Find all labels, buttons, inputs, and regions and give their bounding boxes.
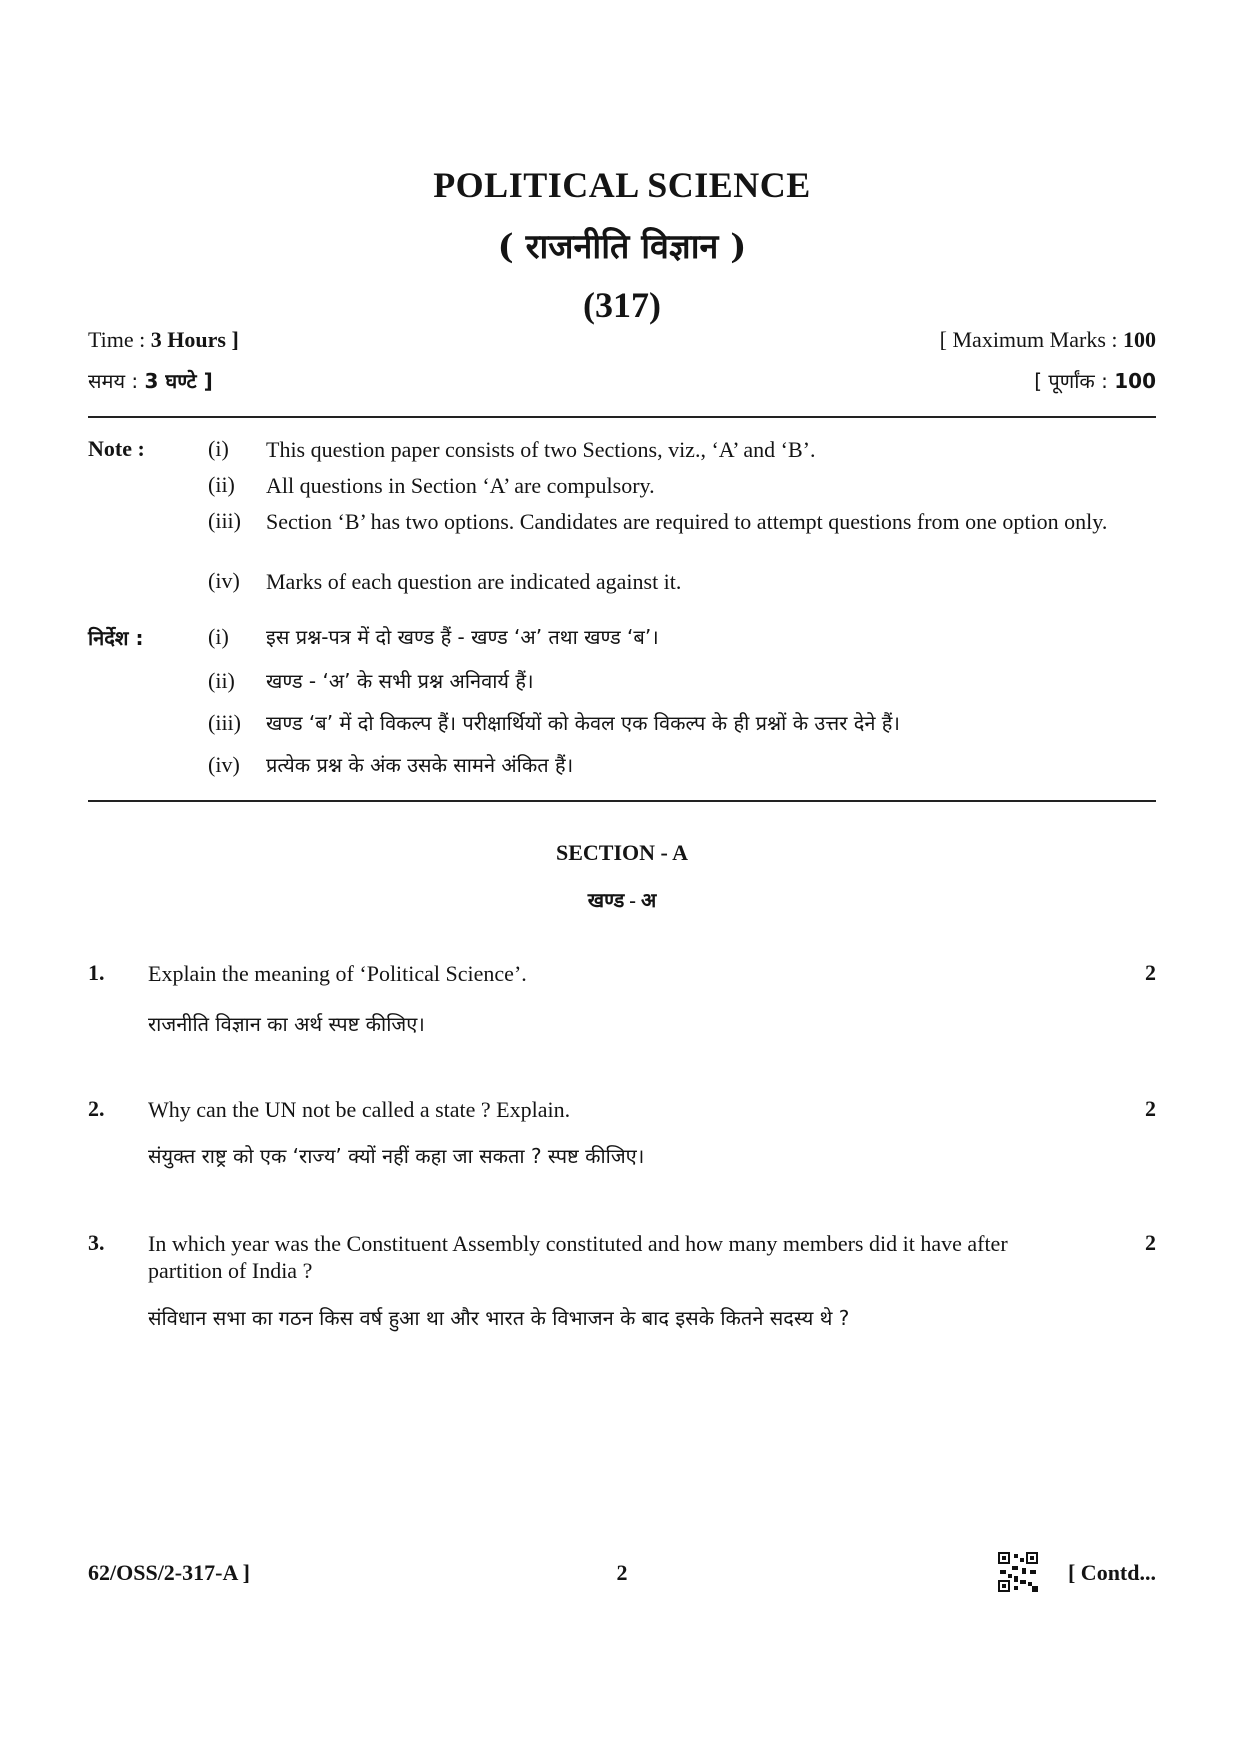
time-label-hindi: समय : — [88, 369, 139, 393]
question-text: In which year was the Constituent Assembly constituted and how many members did it have after partition of India ? — [148, 1231, 1008, 1283]
exam-page — [88, 0, 1156, 1755]
marks-value-hindi: 100 — [1114, 369, 1156, 393]
note-text-hindi: इस प्रश्न-पत्र में दो खण्ड हैं - खण्ड ‘अ’ तथा खण्ड ‘ब’। — [266, 625, 659, 649]
question-text-hindi: संयुक्त राष्ट्र को एक ‘राज्य’ क्यों नहीं कहा जा सकता ? स्पष्ट कीजिए। — [148, 1144, 645, 1168]
question-number: 3. — [88, 1230, 105, 1255]
divider-notes — [88, 800, 1156, 802]
note-text: All questions in Section ‘A’ are compulsory. — [266, 473, 655, 498]
marks-info — [940, 327, 1156, 353]
note-num: (ii) — [208, 668, 235, 693]
question-number: 2. — [88, 1096, 105, 1121]
qr-code-icon — [998, 1552, 1038, 1592]
note-num: (iii) — [208, 710, 241, 735]
note-num: (iii) — [208, 508, 241, 533]
note-text: Marks of each question are indicated against it. — [266, 569, 682, 594]
note-text-hindi: प्रत्येक प्रश्न के अंक उसके सामने अंकित हैं। — [266, 753, 574, 777]
question-text: Explain the meaning of ‘Political Science’. — [148, 961, 527, 986]
time-value: 3 Hours ] — [150, 327, 239, 352]
time-label: Time : — [88, 327, 146, 352]
note-label-hindi: निर्देश : — [88, 626, 144, 650]
subject-title-hindi: ( राजनीति विज्ञान ) — [497, 227, 747, 267]
subject-code: (317) — [583, 285, 661, 325]
note-num: (i) — [208, 436, 229, 461]
marks-label-hindi: [ पूर्णांक : — [1034, 369, 1108, 393]
note-text-hindi: खण्ड ‘ब’ में दो विकल्प हैं। परीक्षार्थियों को केवल एक विकल्प के ही प्रश्नों के उत्तर देने हैं। — [266, 711, 901, 735]
continued-label: [ Contd... — [1067, 1560, 1156, 1585]
time-info-hindi — [88, 367, 213, 394]
question-text-hindi: राजनीति विज्ञान का अर्थ स्पष्ट कीजिए। — [148, 1012, 425, 1036]
paper-code: 62/OSS/2-317-A ] — [88, 1560, 250, 1585]
note-label: Note : — [88, 436, 145, 461]
note-text: This question paper consists of two Sections, viz., ‘A’ and ‘B’. — [266, 437, 816, 462]
note-num: (iv) — [208, 752, 240, 777]
marks-value: 100 — [1123, 327, 1156, 352]
question-number: 1. — [88, 960, 105, 985]
note-num: (ii) — [208, 472, 235, 497]
note-num: (i) — [208, 624, 229, 649]
question-marks: 2 — [1145, 960, 1156, 985]
section-title-hindi: खण्ड - अ — [587, 890, 657, 912]
section-title: SECTION - A — [555, 840, 689, 865]
subject-title: POLITICAL SCIENCE — [433, 165, 811, 205]
question-text-hindi: संविधान सभा का गठन किस वर्ष हुआ था और भारत के विभाजन के बाद इसके कितने सदस्य थे ? — [148, 1306, 850, 1330]
note-text: Section ‘B’ has two options. Candidates are required to attempt questions from one option only. — [266, 509, 1108, 534]
divider-top — [88, 416, 1156, 418]
note-text-hindi: खण्ड - ‘अ’ के सभी प्रश्न अनिवार्य हैं। — [266, 669, 534, 693]
question-text: Why can the UN not be called a state ? Explain. — [148, 1097, 571, 1122]
marks-label: [ Maximum Marks : — [939, 327, 1118, 352]
question-marks: 2 — [1145, 1230, 1156, 1255]
time-value-hindi: 3 घण्टे ] — [144, 369, 213, 393]
note-num: (iv) — [208, 568, 240, 593]
time-info — [88, 327, 239, 353]
marks-info-hindi — [1034, 367, 1156, 394]
page-number: 2 — [616, 1560, 628, 1585]
question-marks: 2 — [1145, 1096, 1156, 1121]
